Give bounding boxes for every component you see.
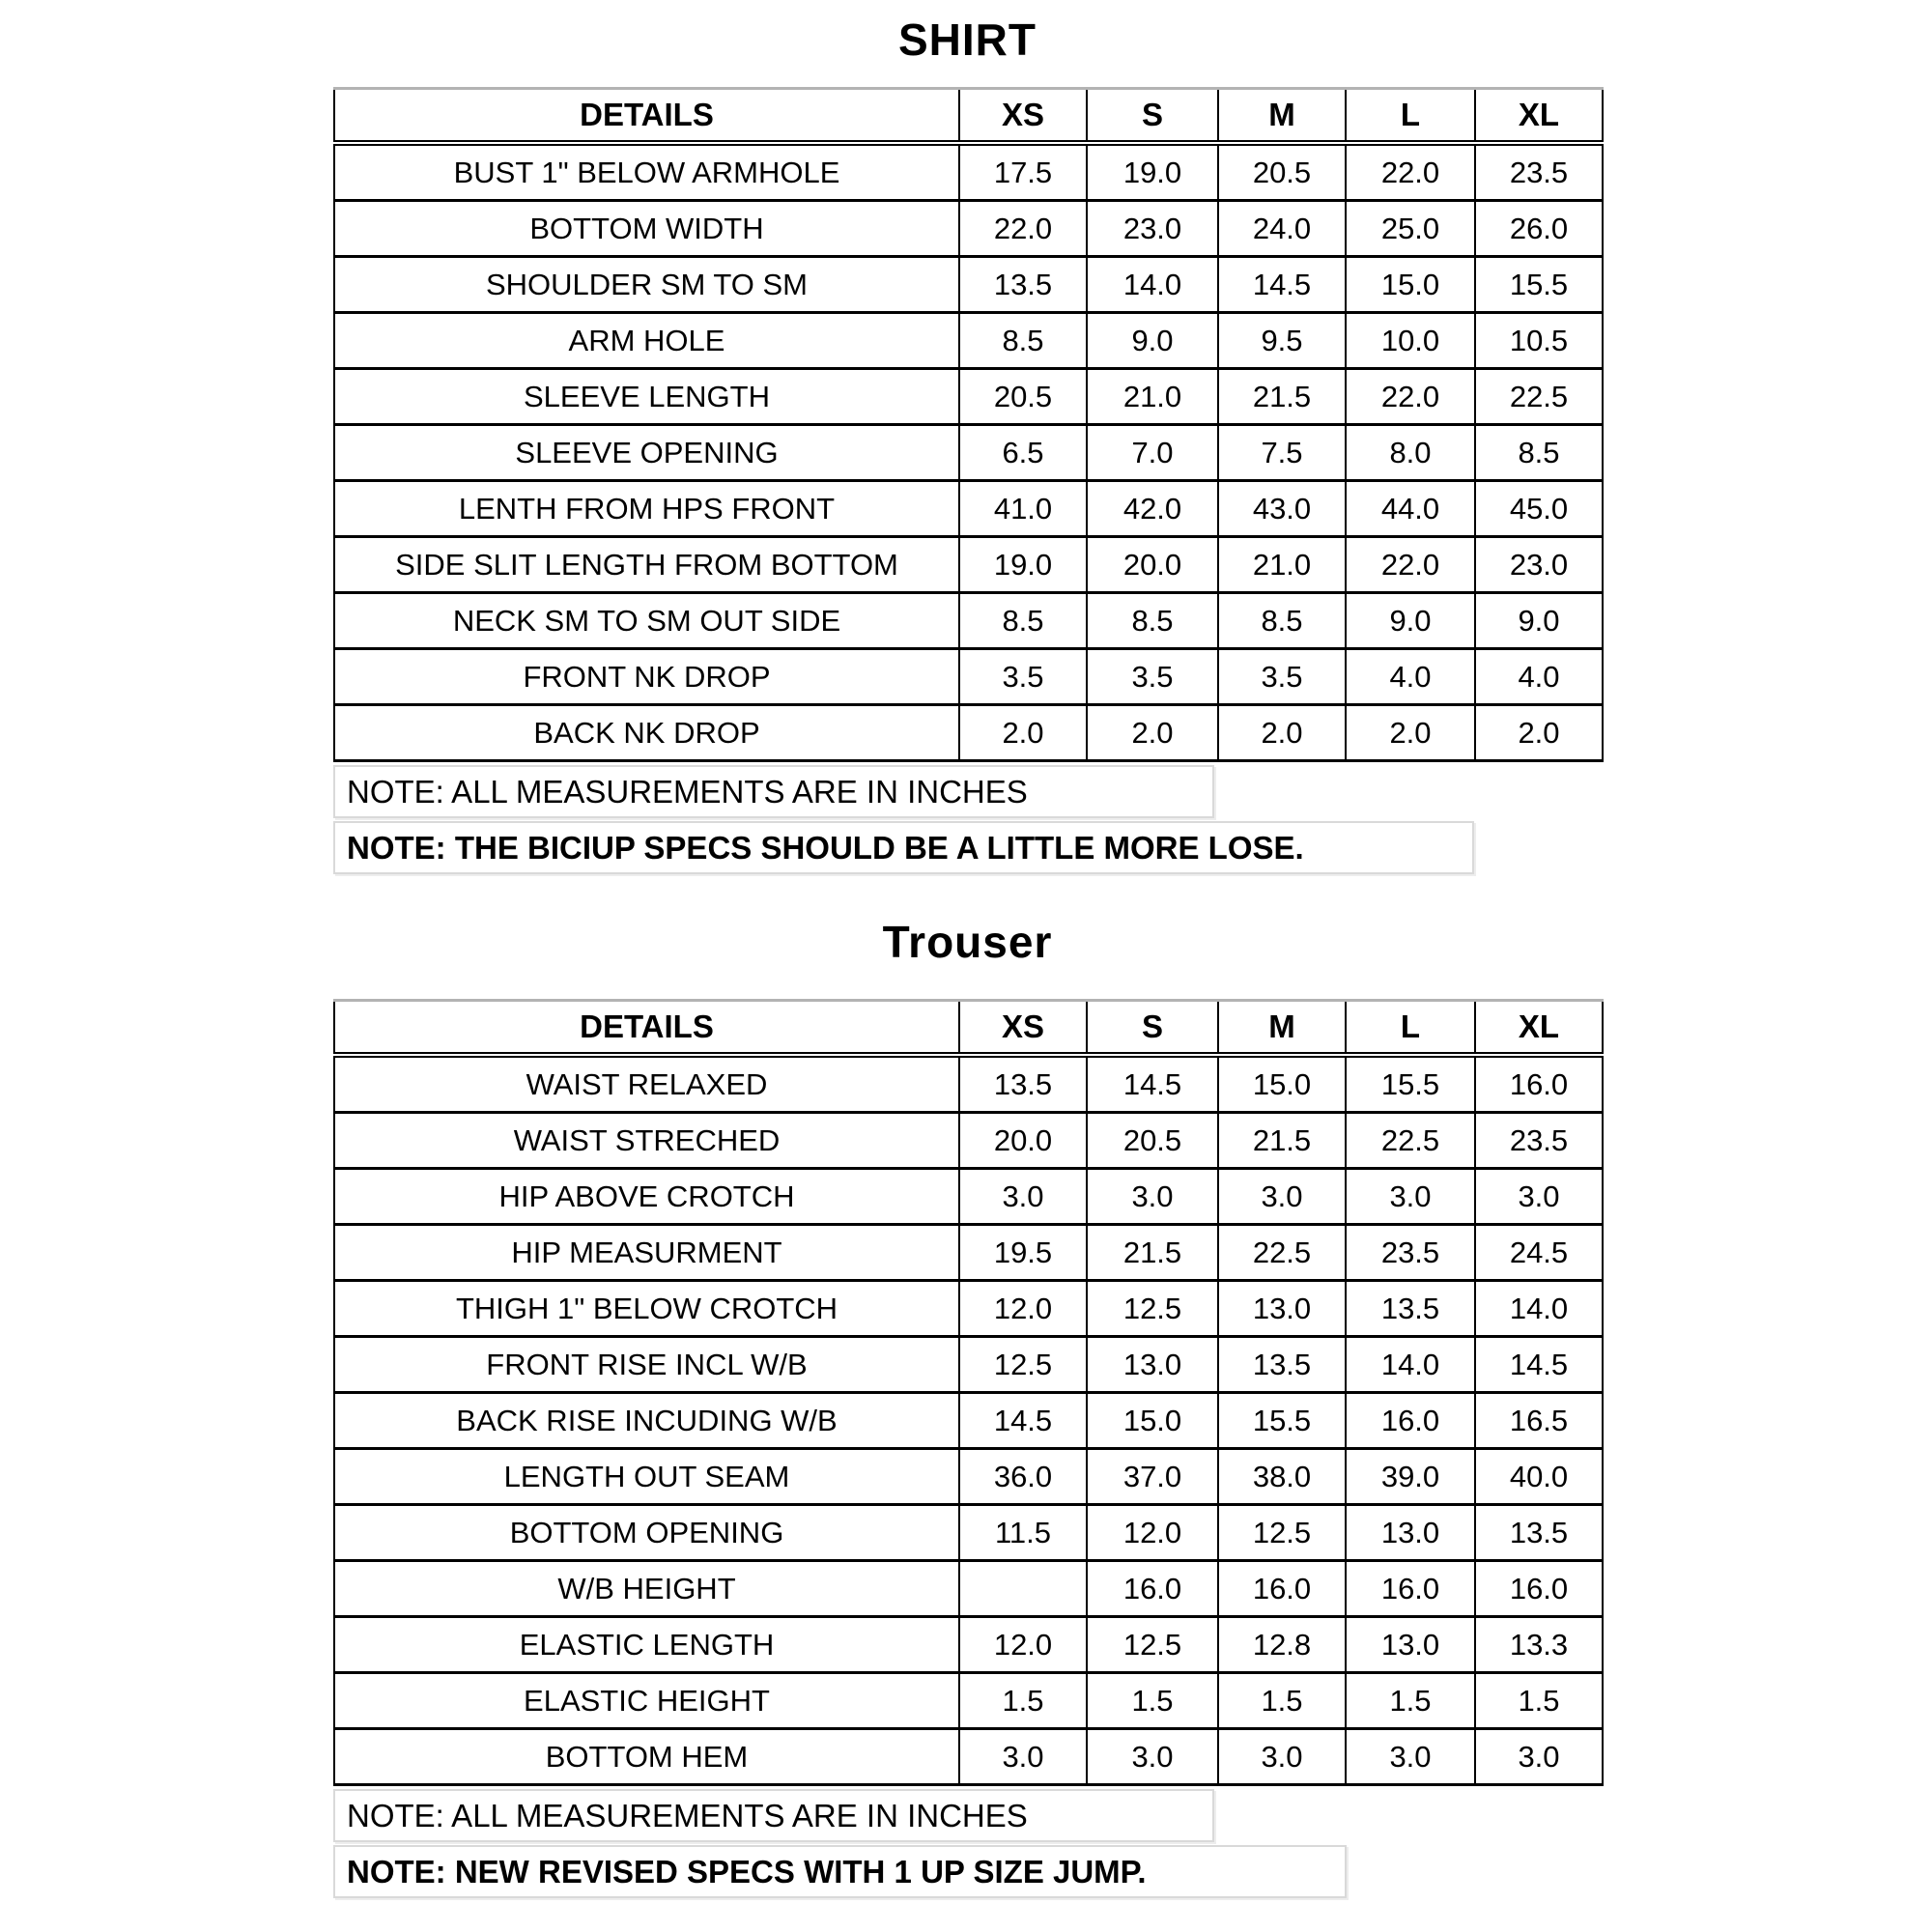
trouser-title: Trouser <box>882 917 1053 967</box>
details-header-cell: DETAILS <box>334 89 959 144</box>
value-cell: 14.5 <box>1087 1055 1218 1113</box>
row-label-cell: LENGTH OUT SEAM <box>334 1449 959 1505</box>
table-row <box>334 1449 1603 1505</box>
size-header-cell-xl: XL <box>1475 1001 1603 1056</box>
value-cell: 13.5 <box>1218 1337 1346 1393</box>
value-cell: 4.0 <box>1475 649 1603 705</box>
value-cell: 14.0 <box>1087 257 1218 313</box>
value-cell: 2.0 <box>959 705 1087 761</box>
value-cell: 12.5 <box>1087 1281 1218 1337</box>
value-cell: 15.5 <box>1475 257 1603 313</box>
size-header-cell-l: L <box>1346 89 1475 144</box>
value-cell: 12.5 <box>959 1337 1087 1393</box>
value-cell: 2.0 <box>1346 705 1475 761</box>
value-cell: 16.0 <box>1218 1561 1346 1617</box>
row-label-cell: SIDE SLIT LENGTH FROM BOTTOM <box>334 537 959 593</box>
value-cell: 9.0 <box>1475 593 1603 649</box>
value-cell: 40.0 <box>1475 1449 1603 1505</box>
table-row <box>334 1729 1603 1785</box>
value-cell: 3.5 <box>1218 649 1346 705</box>
value-cell: 8.5 <box>1087 593 1218 649</box>
table-row <box>334 1113 1603 1169</box>
row-label-cell: HIP MEASURMENT <box>334 1225 959 1281</box>
row-label-cell: HIP ABOVE CROTCH <box>334 1169 959 1225</box>
value-cell: 13.5 <box>1346 1281 1475 1337</box>
value-cell: 8.0 <box>1346 425 1475 481</box>
value-cell: 3.0 <box>1218 1169 1346 1225</box>
value-cell: 13.0 <box>1087 1337 1218 1393</box>
table-row <box>334 1393 1603 1449</box>
value-cell: 44.0 <box>1346 481 1475 537</box>
value-cell: 4.0 <box>1346 649 1475 705</box>
trouser-section <box>0 916 1932 1898</box>
value-cell: 14.0 <box>1475 1281 1603 1337</box>
value-cell: 13.5 <box>1475 1505 1603 1561</box>
value-cell: 22.0 <box>959 201 1087 257</box>
value-cell: 13.5 <box>959 257 1087 313</box>
value-cell: 22.5 <box>1346 1113 1475 1169</box>
value-cell: 23.5 <box>1475 1113 1603 1169</box>
value-cell: 24.0 <box>1218 201 1346 257</box>
value-cell: 9.5 <box>1218 313 1346 369</box>
size-header-cell-xl: XL <box>1475 89 1603 144</box>
value-cell: 37.0 <box>1087 1449 1218 1505</box>
value-cell: 19.0 <box>1087 143 1218 201</box>
size-header-cell-xs: XS <box>959 89 1087 144</box>
value-cell: 23.5 <box>1346 1225 1475 1281</box>
value-cell: 14.5 <box>1475 1337 1603 1393</box>
value-cell: 15.0 <box>1346 257 1475 313</box>
value-cell: 12.8 <box>1218 1617 1346 1673</box>
value-cell: 14.0 <box>1346 1337 1475 1393</box>
value-cell: 13.5 <box>959 1055 1087 1113</box>
table-row <box>334 537 1603 593</box>
value-cell: 21.5 <box>1218 1113 1346 1169</box>
value-cell: 2.0 <box>1475 705 1603 761</box>
row-label-cell: BUST 1" BELOW ARMHOLE <box>334 143 959 201</box>
value-cell: 15.0 <box>1087 1393 1218 1449</box>
value-cell: 8.5 <box>1475 425 1603 481</box>
value-cell: 13.0 <box>1346 1505 1475 1561</box>
value-cell: 20.0 <box>959 1113 1087 1169</box>
table-row <box>334 257 1603 313</box>
size-header-cell-m: M <box>1218 1001 1346 1056</box>
value-cell: 43.0 <box>1218 481 1346 537</box>
value-cell: 2.0 <box>1087 705 1218 761</box>
row-label-cell: NECK SM TO SM OUT SIDE <box>334 593 959 649</box>
value-cell: 11.5 <box>959 1505 1087 1561</box>
table-row <box>334 369 1603 425</box>
row-label-cell: FRONT NK DROP <box>334 649 959 705</box>
value-cell: 6.5 <box>959 425 1087 481</box>
row-label-cell: FRONT RISE INCL W/B <box>334 1337 959 1393</box>
value-cell: 20.0 <box>1087 537 1218 593</box>
value-cell: 14.5 <box>959 1393 1087 1449</box>
table-row <box>334 1055 1603 1113</box>
value-cell: 8.5 <box>959 593 1087 649</box>
table-row <box>334 1225 1603 1281</box>
value-cell: 7.5 <box>1218 425 1346 481</box>
size-header-cell-l: L <box>1346 1001 1475 1056</box>
value-cell: 16.0 <box>1475 1561 1603 1617</box>
value-cell: 12.0 <box>959 1281 1087 1337</box>
value-cell: 3.0 <box>1218 1729 1346 1785</box>
value-cell: 10.0 <box>1346 313 1475 369</box>
value-cell: 19.5 <box>959 1225 1087 1281</box>
row-label-cell: WAIST STRECHED <box>334 1113 959 1169</box>
value-cell: 13.3 <box>1475 1617 1603 1673</box>
table-row <box>334 593 1603 649</box>
trouser-size-table <box>333 999 1604 1786</box>
value-cell: 12.0 <box>959 1617 1087 1673</box>
value-cell: 1.5 <box>1475 1673 1603 1729</box>
trouser-note-measurements: NOTE: ALL MEASUREMENTS ARE IN INCHES <box>333 1789 1214 1842</box>
value-cell: 15.5 <box>1346 1055 1475 1113</box>
value-cell: 22.0 <box>1346 537 1475 593</box>
table-row <box>334 1673 1603 1729</box>
table-row <box>334 1337 1603 1393</box>
shirt-size-table <box>333 87 1604 762</box>
table-row <box>334 313 1603 369</box>
value-cell: 16.0 <box>1087 1561 1218 1617</box>
row-label-cell: BACK NK DROP <box>334 705 959 761</box>
value-cell: 3.0 <box>1087 1169 1218 1225</box>
size-header-cell-s: S <box>1087 89 1218 144</box>
header-row <box>334 89 1603 144</box>
value-cell: 15.5 <box>1218 1393 1346 1449</box>
value-cell: 1.5 <box>1346 1673 1475 1729</box>
row-label-cell: BOTTOM HEM <box>334 1729 959 1785</box>
value-cell: 17.5 <box>959 143 1087 201</box>
row-label-cell: ELASTIC LENGTH <box>334 1617 959 1673</box>
shirt-section <box>0 14 1932 874</box>
value-cell: 21.5 <box>1218 369 1346 425</box>
value-cell: 3.0 <box>1346 1729 1475 1785</box>
value-cell: 10.5 <box>1475 313 1603 369</box>
value-cell: 3.0 <box>1087 1729 1218 1785</box>
value-cell: 12.5 <box>1087 1617 1218 1673</box>
shirt-note-measurements: NOTE: ALL MEASUREMENTS ARE IN INCHES <box>333 765 1214 818</box>
row-label-cell: ELASTIC HEIGHT <box>334 1673 959 1729</box>
value-cell: 21.0 <box>1218 537 1346 593</box>
value-cell: 1.5 <box>1087 1673 1218 1729</box>
row-label-cell: BOTTOM OPENING <box>334 1505 959 1561</box>
header-row <box>334 1001 1603 1056</box>
row-label-cell: SLEEVE OPENING <box>334 425 959 481</box>
table-row <box>334 425 1603 481</box>
value-cell: 20.5 <box>1218 143 1346 201</box>
value-cell: 15.0 <box>1218 1055 1346 1113</box>
value-cell: 23.0 <box>1087 201 1218 257</box>
table-row <box>334 1169 1603 1225</box>
value-cell: 16.0 <box>1346 1393 1475 1449</box>
value-cell: 3.0 <box>1475 1169 1603 1225</box>
value-cell: 1.5 <box>959 1673 1087 1729</box>
value-cell: 23.0 <box>1475 537 1603 593</box>
table-row <box>334 201 1603 257</box>
shirt-note-fit: NOTE: THE BICIUP SPECS SHOULD BE A LITTLE MORE LOSE. <box>333 821 1474 874</box>
row-label-cell: W/B HEIGHT <box>334 1561 959 1617</box>
value-cell: 9.0 <box>1346 593 1475 649</box>
row-label-cell: WAIST RELAXED <box>334 1055 959 1113</box>
value-cell: 26.0 <box>1475 201 1603 257</box>
value-cell: 7.0 <box>1087 425 1218 481</box>
value-cell: 8.5 <box>959 313 1087 369</box>
table-row <box>334 1561 1603 1617</box>
value-cell: 3.5 <box>1087 649 1218 705</box>
size-header-cell-xs: XS <box>959 1001 1087 1056</box>
value-cell: 24.5 <box>1475 1225 1603 1281</box>
row-label-cell: SLEEVE LENGTH <box>334 369 959 425</box>
value-cell: 38.0 <box>1218 1449 1346 1505</box>
row-label-cell: LENTH FROM HPS FRONT <box>334 481 959 537</box>
value-cell: 20.5 <box>1087 1113 1218 1169</box>
table-row <box>334 649 1603 705</box>
shirt-title: SHIRT <box>898 14 1037 65</box>
row-label-cell: BACK RISE INCUDING W/B <box>334 1393 959 1449</box>
value-cell: 3.0 <box>1346 1169 1475 1225</box>
value-cell: 20.5 <box>959 369 1087 425</box>
row-label-cell: SHOULDER SM TO SM <box>334 257 959 313</box>
value-cell: 9.0 <box>1087 313 1218 369</box>
details-header-cell: DETAILS <box>334 1001 959 1056</box>
value-cell: 22.0 <box>1346 369 1475 425</box>
size-header-cell-m: M <box>1218 89 1346 144</box>
value-cell: 13.0 <box>1346 1617 1475 1673</box>
value-cell: 25.0 <box>1346 201 1475 257</box>
value-cell: 3.0 <box>959 1729 1087 1785</box>
value-cell: 3.5 <box>959 649 1087 705</box>
value-cell: 22.5 <box>1475 369 1603 425</box>
value-cell: 1.5 <box>1218 1673 1346 1729</box>
value-cell: 2.0 <box>1218 705 1346 761</box>
row-label-cell: THIGH 1" BELOW CROTCH <box>334 1281 959 1337</box>
value-cell: 8.5 <box>1218 593 1346 649</box>
value-cell: 16.0 <box>1346 1561 1475 1617</box>
table-row <box>334 1505 1603 1561</box>
table-row <box>334 1617 1603 1673</box>
value-cell: 16.5 <box>1475 1393 1603 1449</box>
value-cell: 14.5 <box>1218 257 1346 313</box>
value-cell: 22.5 <box>1218 1225 1346 1281</box>
value-cell: 21.0 <box>1087 369 1218 425</box>
value-cell: 23.5 <box>1475 143 1603 201</box>
row-label-cell: BOTTOM WIDTH <box>334 201 959 257</box>
value-cell: 13.0 <box>1218 1281 1346 1337</box>
value-cell: 3.0 <box>1475 1729 1603 1785</box>
table-row <box>334 143 1603 201</box>
table-row <box>334 481 1603 537</box>
value-cell: 21.5 <box>1087 1225 1218 1281</box>
row-label-cell: ARM HOLE <box>334 313 959 369</box>
value-cell: 16.0 <box>1475 1055 1603 1113</box>
value-cell: 3.0 <box>959 1169 1087 1225</box>
size-header-cell-s: S <box>1087 1001 1218 1056</box>
value-cell: 39.0 <box>1346 1449 1475 1505</box>
table-row <box>334 705 1603 761</box>
value-cell: 41.0 <box>959 481 1087 537</box>
value-cell: 12.5 <box>1218 1505 1346 1561</box>
value-cell: 19.0 <box>959 537 1087 593</box>
value-cell: 36.0 <box>959 1449 1087 1505</box>
table-row <box>334 1281 1603 1337</box>
value-cell <box>959 1561 1087 1617</box>
value-cell: 22.0 <box>1346 143 1475 201</box>
value-cell: 12.0 <box>1087 1505 1218 1561</box>
value-cell: 45.0 <box>1475 481 1603 537</box>
value-cell: 42.0 <box>1087 481 1218 537</box>
trouser-note-revision: NOTE: NEW REVISED SPECS WITH 1 UP SIZE JUMP. <box>333 1845 1347 1898</box>
